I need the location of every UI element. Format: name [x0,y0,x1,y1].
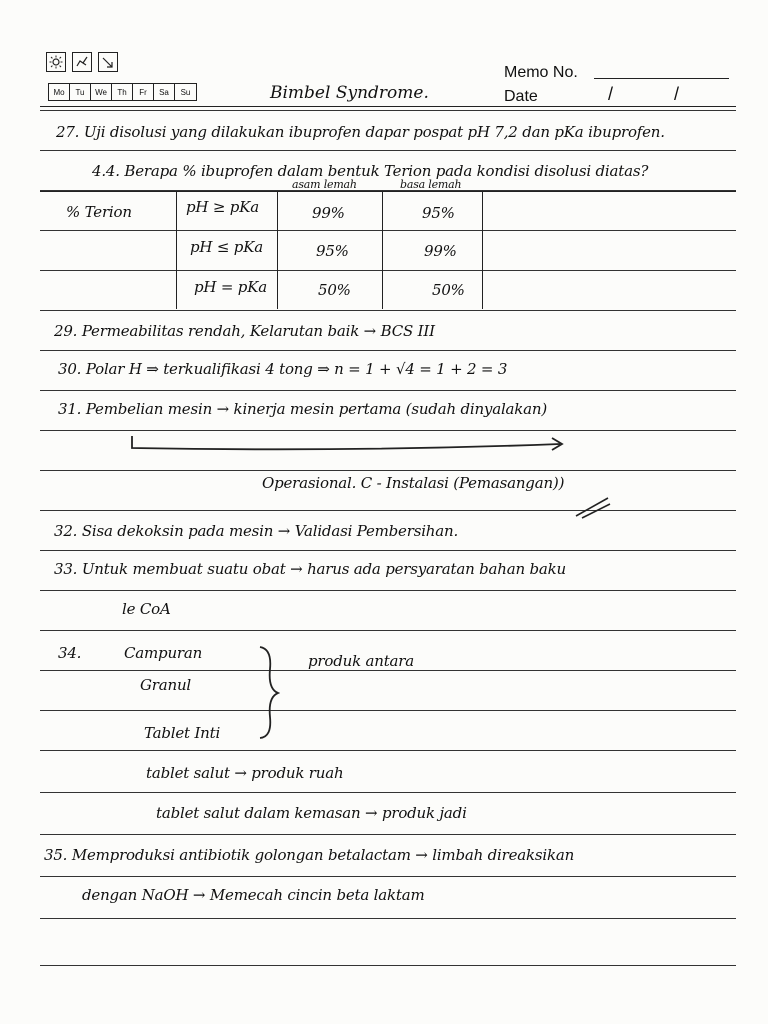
rule-line [40,550,736,551]
rule-line [40,390,736,391]
note-q31-cont: Operasional. C - Instalasi (Pemasangan)) [262,474,565,492]
rule-line [40,350,736,351]
table-cell: 50% [432,281,465,299]
rule-line [40,876,736,877]
note-q34-item: Granul [140,676,192,694]
note-q34-line-1: tablet salut → produk ruah [146,764,344,782]
table-cell: 95% [422,204,455,222]
table-cond: pH = pKa [194,278,267,296]
note-q34-result: produk antara [308,652,415,670]
rule-line [40,670,736,671]
header-icons [46,52,118,72]
table-cell: 50% [318,281,351,299]
page-title: Bimbel Syndrome. [270,83,429,103]
rule-line [40,310,736,311]
bird-icon [72,52,92,72]
note-q33-cont: le CoA [122,600,171,618]
table-cond: pH ≤ pKa [190,238,263,256]
rule-line [40,710,736,711]
day-mo: Mo [49,84,70,100]
rule-line [40,510,736,511]
table-cell: 95% [316,242,349,260]
rule-line [40,106,736,107]
rule-line [40,965,736,966]
curved-arrow-icon [130,432,570,462]
day-fr: Fr [133,84,154,100]
rule-line [40,590,736,591]
rule-line [40,792,736,793]
rule-line [40,918,736,919]
rule-line [40,470,736,471]
note-q30: 30. Polar H ⇒ terkualifikasi 4 tong ⇒ n = 1 + √4 = 1 + 2 = 3 [58,360,508,378]
table-cell: 99% [312,204,345,222]
day-we: We [91,84,112,100]
table-top-border [40,191,736,192]
table-row-label: % Terion [66,203,132,221]
table-head-asam: asam lemah [292,178,357,191]
day-sa: Sa [154,84,175,100]
rule-line [40,430,736,431]
day-th: Th [112,84,133,100]
date-separator: / [674,84,680,104]
weekday-selector [48,83,197,101]
table-head-basa: basa lemah [400,178,462,191]
table-cell: 99% [424,242,457,260]
note-q34-item: Campuran [124,644,203,662]
table-divider [277,191,278,309]
double-stroke-mark [572,494,612,520]
sun-icon [46,52,66,72]
note-q35-cont: dengan NaOH → Memecah cincin beta laktam [82,886,425,904]
date-separator: / [608,84,614,104]
rule-line [40,270,736,271]
note-q31: 31. Pembelian mesin → kinerja mesin pertama (sudah dinyalakan) [58,400,548,418]
rule-line [40,834,736,835]
rule-line [40,750,736,751]
note-q29: 29. Permeabilitas rendah, Kelarutan baik → BCS III [54,322,435,340]
rule-line [40,630,736,631]
note-q34-item: Tablet Inti [144,724,221,742]
note-q27-sub: 4.4. Berapa % ibuprofen dalam bentuk Terion pada kondisi disolusi diatas? [92,162,649,180]
table-cond: pH ≥ pKa [186,198,259,216]
note-q32: 32. Sisa dekoksin pada mesin → Validasi Pembersihan. [54,522,459,540]
day-tu: Tu [70,84,91,100]
note-q34-line-2: tablet salut dalam kemasan → produk jadi [156,804,467,822]
table-divider [382,191,383,309]
rule-line [40,110,736,111]
rule-line [40,150,736,151]
table-divider [176,191,177,309]
memo-no-label: Memo No. [504,64,578,81]
rule-line [40,230,736,231]
date-label: Date [504,88,538,105]
note-q35: 35. Memproduksi antibiotik golongan betalactam → limbah direaksikan [44,846,575,864]
arrow-box-icon [98,52,118,72]
day-su: Su [180,87,191,97]
memo-no-line [594,78,729,79]
brace-icon [258,645,280,740]
note-q33: 33. Untuk membuat suatu obat → harus ada persyaratan bahan baku [54,560,566,578]
note-q27: 27. Uji disolusi yang dilakukan ibuprofen dapar pospat pH 7,2 dan pKa ibuprofen. [56,123,665,141]
note-q34-number: 34. [58,644,82,662]
table-divider [482,191,483,309]
